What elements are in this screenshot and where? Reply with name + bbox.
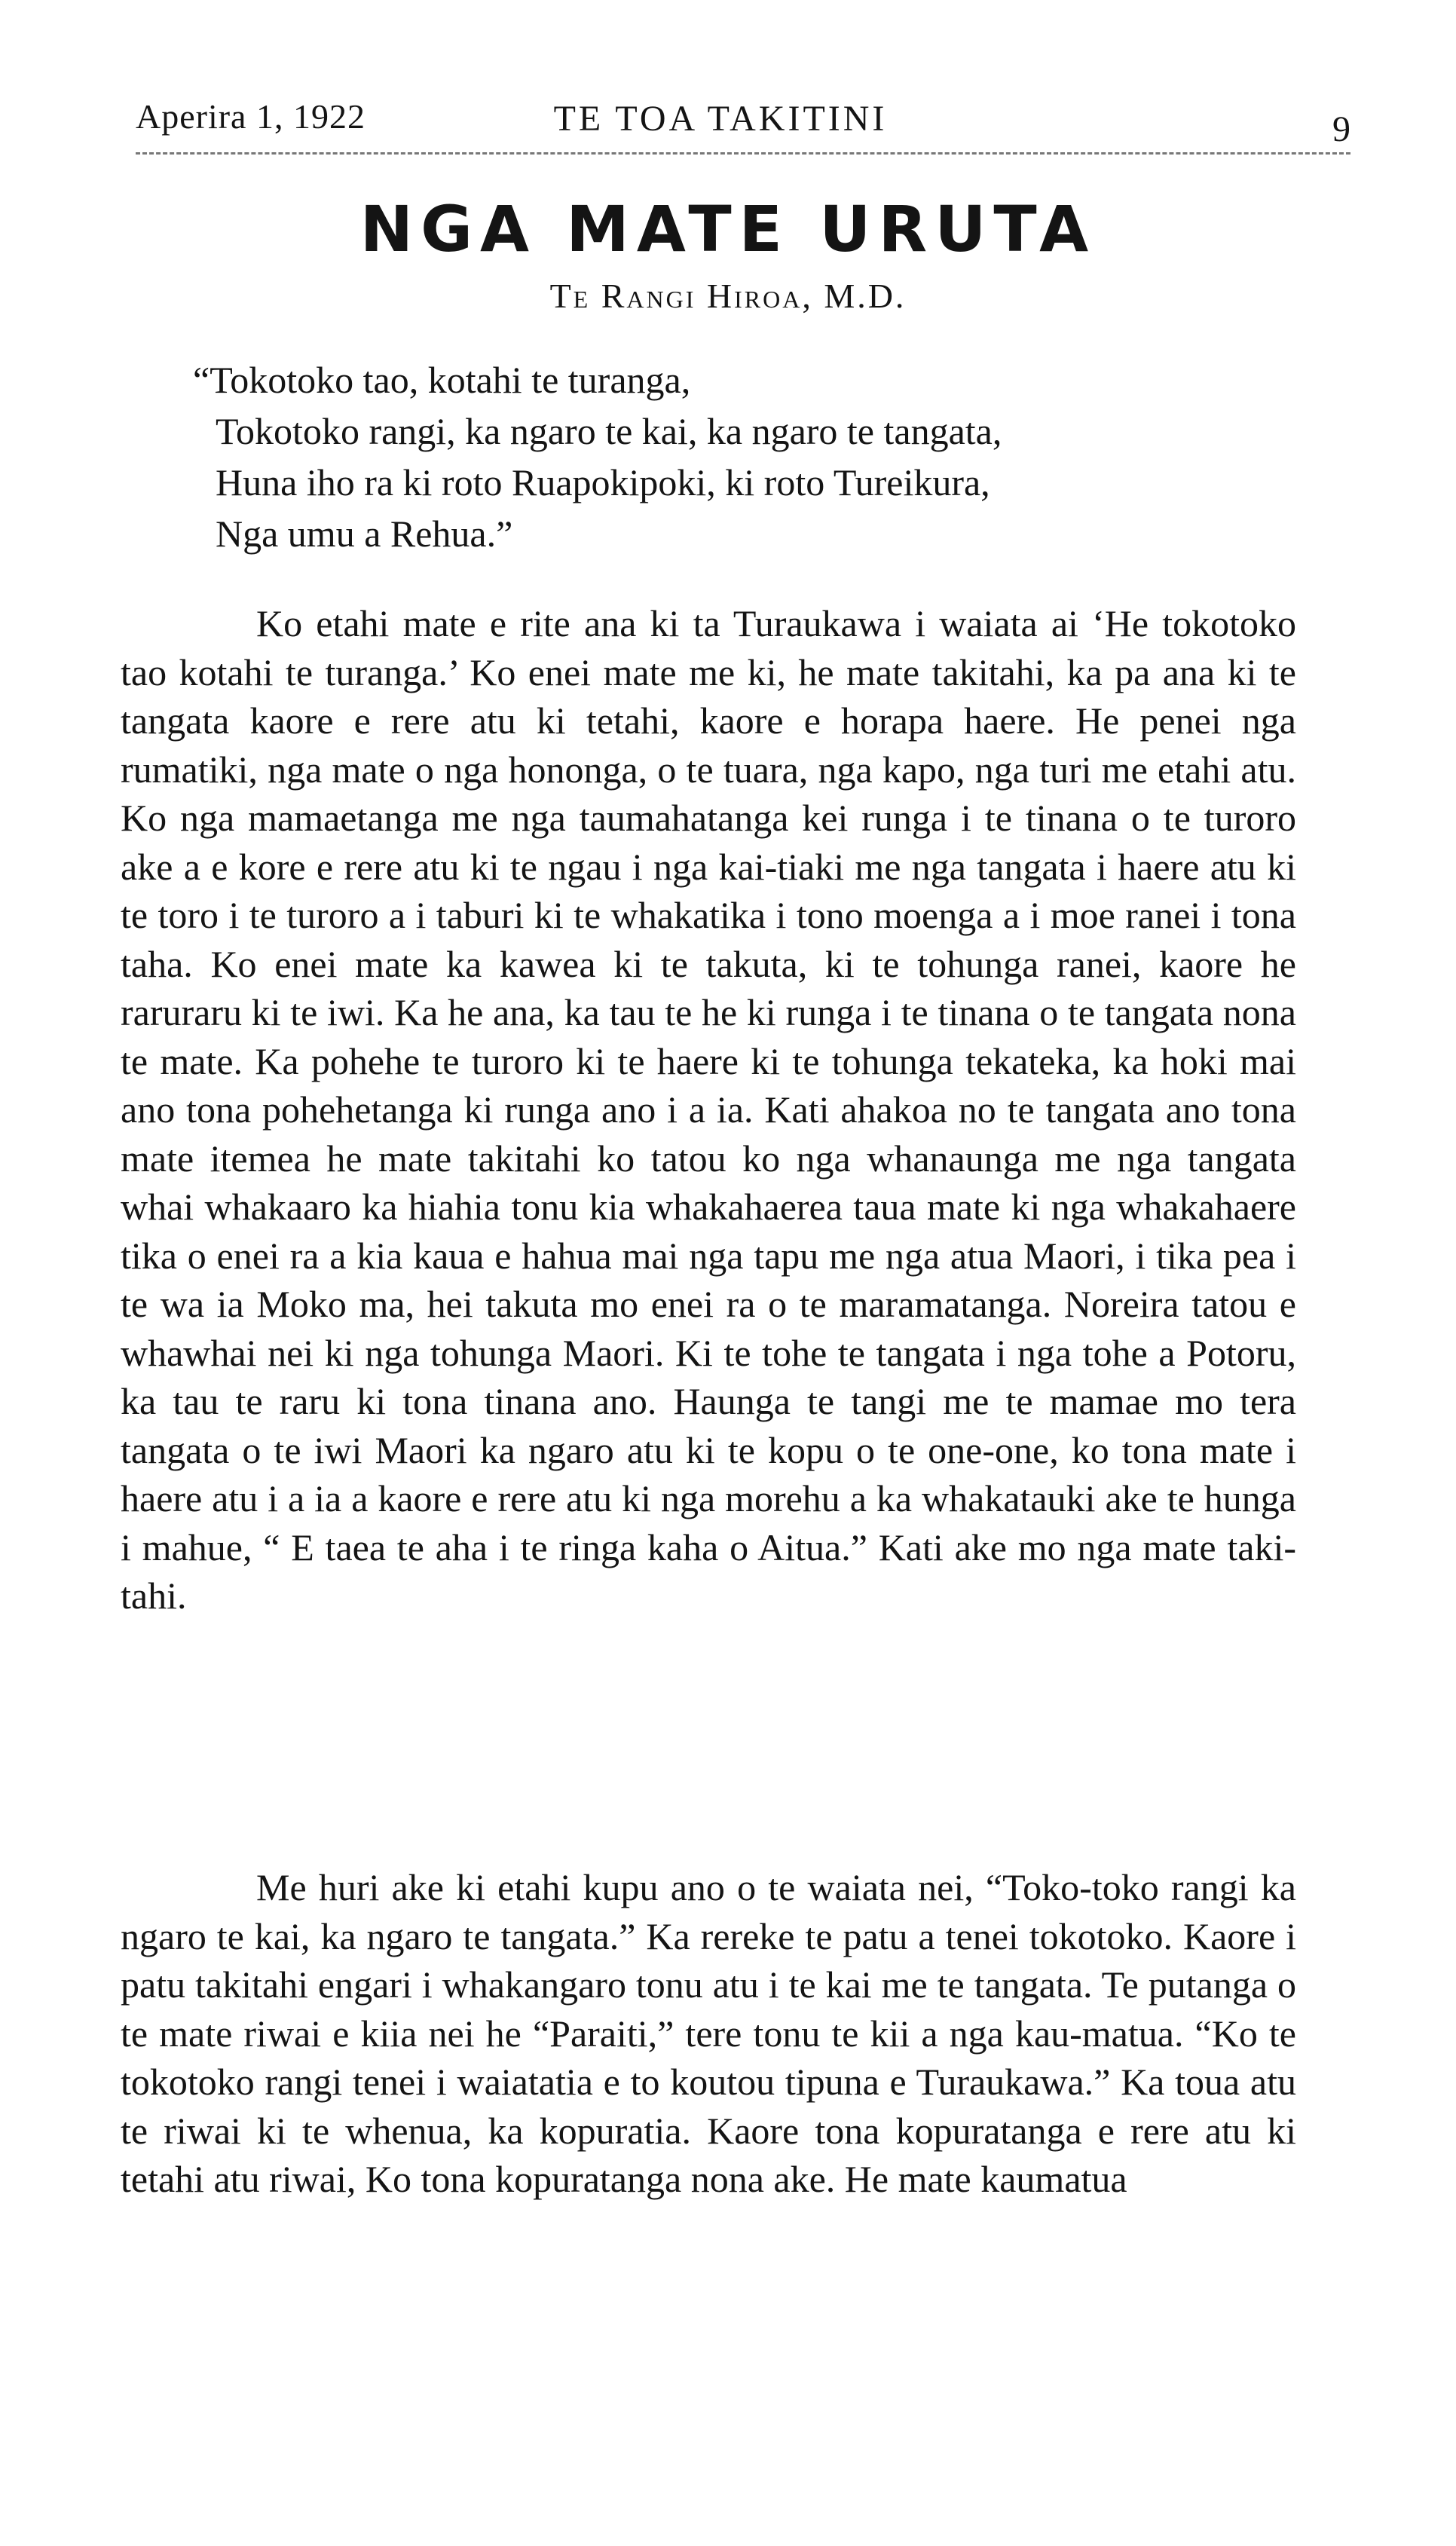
poem-line: Huna iho ra ki roto Ruapokipoki, ki roto Tureikura, [216,461,990,503]
poem-line: “Tokotoko tao, kotahi te turanga, [193,359,691,401]
journal-title: TE TOA TAKITINI [553,99,888,139]
issue-date: Aperira 1, 1922 [136,97,366,136]
page-number: 9 [1332,109,1350,149]
article-author: Te Rangi Hiroa, M.D. [549,277,907,315]
article-title: NGA MATE URUTA [359,192,1097,266]
body-paragraph-1 [121,599,1296,1620]
poem-line: Tokotoko rangi, ka ngaro te kai, ka ngaro te tangata, [216,410,1002,452]
header-rule [136,152,1350,155]
body-paragraph-2 [121,1863,1296,2204]
paragraph-text: Me huri ake ki etahi kupu ano o te waiata nei, “Toko-toko rangi ka ngaro te kai, ka ngaro te tangata.” Ka rereke te patu a tenei tokotoko. Kaore i patu takitahi engari i whakangaro tonu atu i te kai me te tangata. Te putanga o te mate riwai e kiia nei he “Paraiti,” tere tonu te kii a nga kau-matua. “Ko te tokotoko rangi tenei i waiatatia e to koutou tipuna e Turaukawa.” Ka toua atu te riwai ki te whenua, ka kopuratia. Kaore tona kopuratanga e rere atu ki tetahi atu riwai, Ko tona kopuratanga nona ake. He mate kaumatua [121,1866,1296,2200]
poem-line: Nga umu a Rehua.” [216,513,513,555]
epigraph-poem [193,354,1323,559]
running-head [136,89,1350,157]
paragraph-text: Ko etahi mate e rite ana ki ta Turaukawa i waiata ai ‘He tokotoko tao kotahi te turanga.’ Ko enei mate me ki, he mate takitahi, ka pa ana ki te tangata kaore e rere atu ki tetahi, kaore e horapa haere. He penei nga rumatiki, nga mate o nga hononga, o te tuara, nga kapo, nga turi me etahi atu. Ko nga mamaetanga me nga taumahatanga kei runga i te tinana o te turoro ake a e kore e rere atu ki te ngau i nga kai-tiaki me nga tangata i haere atu ki te toro i te turoro a i taburi ki te whakatika i tono moenga a i moe ranei i tona taha. Ko enei mate ka kawea ki te takuta, ki te tohunga ranei, kaore he raruraru ki te iwi. Ka he ana, ka tau te he ki runga i te tinana o te tangata nona te mate. Ka pohehe te turoro ki te haere ki te tohunga tekateka, ka hoki mai ano tona pohehetanga ki runga ano i a ia. Kati ahakoa no te tangata ano tona mate itemea he mate takitahi ko tatou ko nga whanaunga me nga tangata whai whakaaro ka hiahia tonu kia whakahaerea taua mate ki nga whakahaere tika o enei ra a kia kaua e hahua mai nga tapu me nga atua Maori, i tika pea i te wa ia Moko ma, hei takuta mo enei ra o te maramatanga. Noreira tatou e whawhai nei ki nga tohunga Maori. Ki te tohe te tangata i nga tohe a Potoru, ka tau te raru ki tona tinana ano. Haunga te tangi me te mamae mo tera tangata o te iwi Maori ka ngaro atu ki te kopu o te one-one, ko tona mate i haere atu i a ia a kaore e rere atu ki nga morehu a ka whakatauki ake te hunga i mahue, “ E taea te aha i te ringa kaha o Aitua.” Kati ake mo nga mate taki-tahi. [121,602,1296,1617]
